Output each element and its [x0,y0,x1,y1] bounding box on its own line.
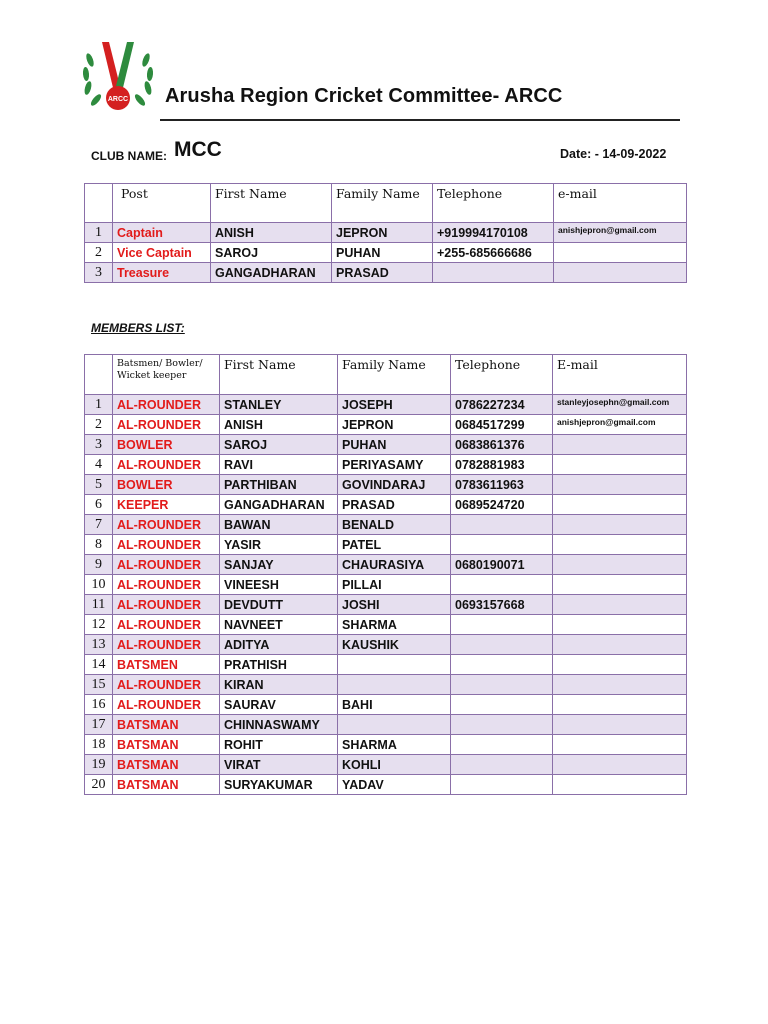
table-row [85,675,687,695]
family-name-cell: JOSEPH [338,395,451,415]
telephone-cell: 0783611963 [451,475,553,495]
title-divider [160,119,680,121]
row-number: 13 [85,635,113,655]
column-header [85,355,113,395]
column-header: Telephone [433,184,554,223]
family-name-cell: JEPRON [338,415,451,435]
row-number: 3 [85,263,113,283]
email-cell [553,535,687,555]
row-number: 12 [85,615,113,635]
telephone-cell: 0689524720 [451,495,553,515]
family-name-cell: KOHLI [338,755,451,775]
email-cell: anishjepron@gmail.com [554,223,687,243]
logo-text: ARCC [107,96,129,103]
telephone-cell: 0786227234 [451,395,553,415]
table-row [85,595,687,615]
officers-header-row [85,184,687,223]
family-name-cell: GOVINDARAJ [338,475,451,495]
row-number: 16 [85,695,113,715]
first-name-cell: RAVI [220,455,338,475]
table-row [85,415,687,435]
telephone-cell [451,635,553,655]
email-cell [553,775,687,795]
family-name-cell: PUHAN [338,435,451,455]
telephone-cell [451,735,553,755]
telephone-cell [451,775,553,795]
members-header-row [85,355,687,395]
table-row [85,695,687,715]
row-number: 4 [85,455,113,475]
family-name-cell: JOSHI [338,595,451,615]
role-cell: Treasure [113,263,211,283]
column-header: Post [113,184,211,223]
telephone-cell: +255-685666686 [433,243,554,263]
table-row [85,735,687,755]
column-header [85,184,113,223]
role-cell: BATSMAN [113,755,220,775]
family-name-cell: PERIYASAMY [338,455,451,475]
role-cell: BATSMEN [113,655,220,675]
first-name-cell: CHINNASWAMY [220,715,338,735]
row-number: 9 [85,555,113,575]
first-name-cell: GANGADHARAN [211,263,332,283]
row-number: 11 [85,595,113,615]
role-cell: BATSMAN [113,735,220,755]
table-row [85,715,687,735]
table-row [85,755,687,775]
first-name-cell: KIRAN [220,675,338,695]
column-header: e-mail [554,184,687,223]
table-row [85,223,687,243]
club-name-value: MCC [174,138,222,161]
table-row [85,515,687,535]
row-number: 8 [85,535,113,555]
telephone-cell [451,535,553,555]
table-row [85,615,687,635]
table-row [85,395,687,415]
role-cell: AL-ROUNDER [113,415,220,435]
row-number: 15 [85,675,113,695]
row-number: 7 [85,515,113,535]
telephone-cell [451,575,553,595]
role-cell: Vice Captain [113,243,211,263]
table-row [85,635,687,655]
email-cell [553,675,687,695]
table-row [85,655,687,675]
email-cell [553,475,687,495]
telephone-cell [451,715,553,735]
first-name-cell: SAURAV [220,695,338,715]
email-cell [554,263,687,283]
row-number: 3 [85,435,113,455]
first-name-cell: ADITYA [220,635,338,655]
officers-table [84,183,687,283]
email-cell [553,735,687,755]
first-name-cell: SANJAY [220,555,338,575]
telephone-cell [451,675,553,695]
email-cell [553,755,687,775]
first-name-cell: BAWAN [220,515,338,535]
first-name-cell: SAROJ [211,243,332,263]
role-cell: AL-ROUNDER [113,395,220,415]
role-cell: BOWLER [113,475,220,495]
column-header: First Name [211,184,332,223]
family-name-cell: PUHAN [332,243,433,263]
role-cell: AL-ROUNDER [113,455,220,475]
table-row [85,775,687,795]
email-cell [553,615,687,635]
table-row [85,263,687,283]
column-header: Family Name [338,355,451,395]
row-number: 5 [85,475,113,495]
family-name-cell: PRASAD [332,263,433,283]
family-name-cell: KAUSHIK [338,635,451,655]
first-name-cell: PRATHISH [220,655,338,675]
family-name-cell: PILLAI [338,575,451,595]
email-cell [554,243,687,263]
email-cell: stanleyjosephn@gmail.com [553,395,687,415]
table-row [85,535,687,555]
row-number: 20 [85,775,113,795]
first-name-cell: STANLEY [220,395,338,415]
first-name-cell: ROHIT [220,735,338,755]
telephone-cell: +919994170108 [433,223,554,243]
family-name-cell [338,655,451,675]
table-row [85,555,687,575]
family-name-cell [338,675,451,695]
family-name-cell: JEPRON [332,223,433,243]
column-header: E-mail [553,355,687,395]
role-cell: Captain [113,223,211,243]
role-cell: BATSMAN [113,775,220,795]
email-cell [553,515,687,535]
email-cell [553,655,687,675]
role-cell: AL-ROUNDER [113,555,220,575]
first-name-cell: DEVDUTT [220,595,338,615]
family-name-cell: PATEL [338,535,451,555]
table-row [85,243,687,263]
table-row [85,435,687,455]
table-row [85,475,687,495]
email-cell [553,715,687,735]
first-name-cell: SURYAKUMAR [220,775,338,795]
first-name-cell: GANGADHARAN [220,495,338,515]
table-row [85,575,687,595]
row-number: 1 [85,223,113,243]
document-date: Date: - 14-09-2022 [560,147,667,161]
family-name-cell: BENALD [338,515,451,535]
row-number: 2 [85,415,113,435]
family-name-cell: YADAV [338,775,451,795]
email-cell: anishjepron@gmail.com [553,415,687,435]
role-cell: BOWLER [113,435,220,455]
family-name-cell [338,715,451,735]
email-cell [553,595,687,615]
row-number: 6 [85,495,113,515]
email-cell [553,435,687,455]
email-cell [553,555,687,575]
role-cell: BATSMAN [113,715,220,735]
column-header: Batsmen/ Bowler/ Wicket keeper [113,355,220,395]
role-cell: AL-ROUNDER [113,635,220,655]
telephone-cell: 0782881983 [451,455,553,475]
family-name-cell: PRASAD [338,495,451,515]
telephone-cell [451,755,553,775]
telephone-cell: 0680190071 [451,555,553,575]
table-row [85,495,687,515]
role-cell: AL-ROUNDER [113,615,220,635]
column-header: First Name [220,355,338,395]
role-cell: AL-ROUNDER [113,695,220,715]
row-number: 14 [85,655,113,675]
role-cell: AL-ROUNDER [113,675,220,695]
row-number: 17 [85,715,113,735]
members-list-title: MEMBERS LIST: [91,321,185,335]
document-title: Arusha Region Cricket Committee- ARCC [165,85,563,107]
table-row [85,455,687,475]
first-name-cell: PARTHIBAN [220,475,338,495]
family-name-cell: SHARMA [338,615,451,635]
telephone-cell [451,515,553,535]
email-cell [553,635,687,655]
column-header: Family Name [332,184,433,223]
telephone-cell [451,695,553,715]
column-header: Telephone [451,355,553,395]
row-number: 1 [85,395,113,415]
first-name-cell: ANISH [211,223,332,243]
role-cell: AL-ROUNDER [113,515,220,535]
email-cell [553,575,687,595]
row-number: 10 [85,575,113,595]
first-name-cell: VINEESH [220,575,338,595]
role-cell: KEEPER [113,495,220,515]
row-number: 2 [85,243,113,263]
members-table [84,354,687,795]
first-name-cell: YASIR [220,535,338,555]
family-name-cell: CHAURASIYA [338,555,451,575]
telephone-cell [433,263,554,283]
role-cell: AL-ROUNDER [113,575,220,595]
first-name-cell: SAROJ [220,435,338,455]
telephone-cell: 0693157668 [451,595,553,615]
telephone-cell [451,655,553,675]
email-cell [553,455,687,475]
role-cell: AL-ROUNDER [113,595,220,615]
row-number: 18 [85,735,113,755]
first-name-cell: NAVNEET [220,615,338,635]
telephone-cell: 0684517299 [451,415,553,435]
role-cell: AL-ROUNDER [113,535,220,555]
telephone-cell: 0683861376 [451,435,553,455]
email-cell [553,495,687,515]
family-name-cell: BAHI [338,695,451,715]
family-name-cell: SHARMA [338,735,451,755]
first-name-cell: ANISH [220,415,338,435]
row-number: 19 [85,755,113,775]
club-name-label: CLUB NAME: [91,149,167,163]
arcc-logo [78,38,158,118]
email-cell [553,695,687,715]
telephone-cell [451,615,553,635]
first-name-cell: VIRAT [220,755,338,775]
